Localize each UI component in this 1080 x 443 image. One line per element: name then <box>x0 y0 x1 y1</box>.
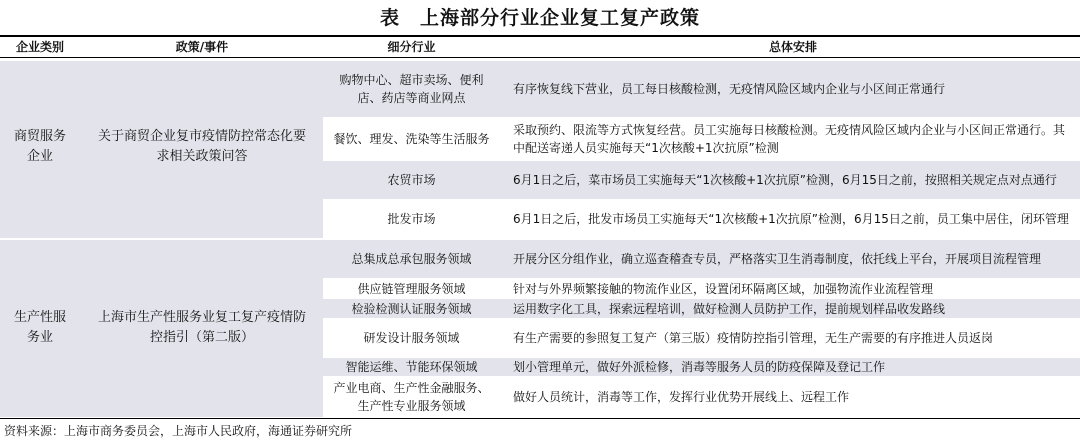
group-commerce <box>0 61 323 238</box>
sub-industry: 检验检测认证服务领域 <box>351 301 472 316</box>
table-row <box>323 161 1080 199</box>
header-rule <box>0 57 1080 58</box>
header-category: 企业类别 <box>15 40 64 54</box>
sub-industry: 农贸市场 <box>387 173 436 187</box>
table-row <box>323 377 1080 417</box>
bottom-rule <box>0 418 1080 419</box>
arrangement: 运用数字化工具，探索远程培训，做好检测人员防护工作，提前规划样品收发路线 <box>513 301 946 316</box>
group-policy: 关于商贸企业复市疫情防控常态化要求相关政策问答 <box>97 129 306 164</box>
arrangement: 6月1日之后，菜市场员工实施每天“1次核酸+1次抗原”检测，6月15日之前，按照相关规定点对点通行 <box>513 173 1057 187</box>
sub-industry: 智能运维、节能环保领域 <box>345 360 478 374</box>
sub-industry: 总集成总承包服务领域 <box>351 252 472 266</box>
sub-industry: 产业电商、生产性金融服务、生产性专业服务领域 <box>333 381 490 413</box>
table-title: 表 上海部分行业企业复工复产政策 <box>379 7 700 29</box>
group-producer-services <box>0 240 323 417</box>
table-header <box>0 37 1080 57</box>
arrangement: 开展分区分组作业，确立巡查稽查专员，严格落实卫生消毒制度，依托线上平台，开展项目流程管理 <box>513 252 1042 266</box>
table-row <box>323 319 1080 357</box>
group-category <box>0 127 80 167</box>
arrangement: 6月1日之后，批发市场员工实施每天“1次核酸+1次抗原”检测，6月15日之前，员工集中居住，闭环管理 <box>513 212 1069 226</box>
table-row <box>323 240 1080 278</box>
arrangement: 划小管理单元，做好外派检修，消毒等服务人员的防疫保障及登记工作 <box>513 360 886 374</box>
category-line-1: 商贸服务 <box>13 129 66 144</box>
table-row <box>323 299 1080 318</box>
arrangement: 做好人员统计，消毒等工作，发挥行业优势开展线上、远程工作 <box>513 390 850 404</box>
group-category <box>0 308 80 348</box>
sub-industry: 研发设计服务领域 <box>363 331 460 345</box>
sub-industry: 购物中心、超市卖场、便利店、药店等商业网点 <box>339 73 484 105</box>
header-arrangement: 总体安排 <box>768 40 817 54</box>
table-row <box>323 118 1080 160</box>
category-line-2: 企业 <box>26 149 53 164</box>
source-note: 资料来源：上海市商务委员会，上海市人民政府，海通证券研究所 <box>4 424 353 438</box>
table-row <box>323 358 1080 376</box>
table-row <box>323 61 1080 117</box>
table-row <box>323 279 1080 298</box>
table-row <box>323 200 1080 238</box>
group-policy: 上海市生产性服务业复工复产疫情防控指引（第二版） <box>97 310 306 345</box>
arrangement: 针对与外界频繁接触的物流作业区，设置闭环隔离区域，加强物流作业流程管理 <box>513 281 934 296</box>
category-line-2: 务业 <box>26 330 53 345</box>
header-sub: 细分行业 <box>387 40 436 54</box>
header-policy: 政策/事件 <box>175 40 229 54</box>
sub-industry: 餐饮、理发、洗染等生活服务 <box>333 132 490 146</box>
arrangement: 采取预约、限流等方式恢复经营。员工实施每日核酸检测。无疫情风险区域内企业与小区间正常通行。其中配送寄递人员实施每天“1次核酸+1次抗原”检测 <box>513 123 1066 155</box>
sub-industry: 批发市场 <box>387 212 436 226</box>
arrangement: 有生产需要的参照复工复产（第三版）疫情防控指引管理，无生产需要的有序推进人员返岗 <box>513 331 994 345</box>
sub-industry: 供应链管理服务领域 <box>357 281 466 296</box>
category-line-1: 生产性服 <box>13 310 66 325</box>
arrangement: 有序恢复线下营业，员工每日核酸检测，无疫情风险区域内企业与小区间正常通行 <box>513 82 946 96</box>
